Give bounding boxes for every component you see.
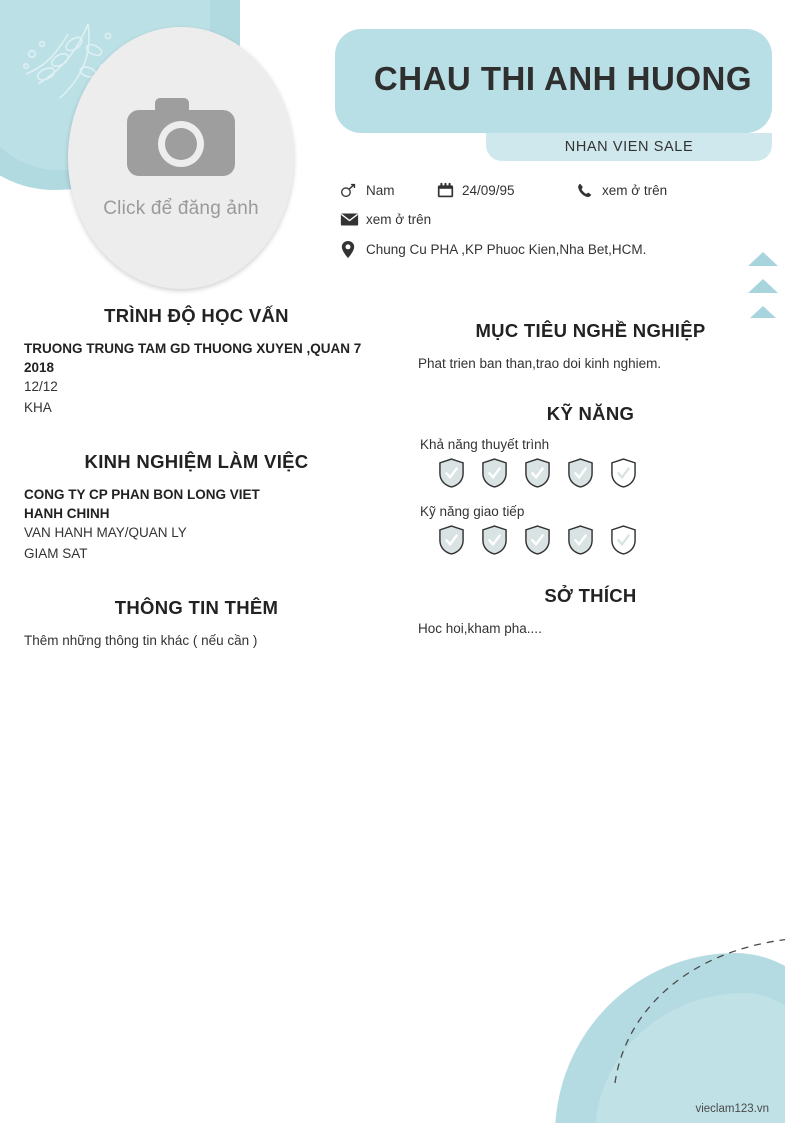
education-school: TRUONG TRUNG TAM GD THUONG XUYEN ,QUAN 7 bbox=[24, 341, 362, 356]
phone-icon bbox=[576, 182, 602, 199]
experience-title: KINH NGHIỆM LÀM VIỆC bbox=[84, 451, 309, 473]
education-year: 2018 bbox=[24, 360, 55, 376]
job-role: NHAN VIEN SALE bbox=[564, 139, 694, 155]
shield-filled-icon[interactable] bbox=[567, 458, 594, 488]
triangle-up-icon[interactable] bbox=[750, 306, 776, 318]
more-info-text: Thêm những thông tin khác ( nếu cần ) bbox=[24, 633, 258, 649]
spacer bbox=[24, 423, 369, 451]
triangle-up-icon[interactable] bbox=[748, 279, 778, 293]
experience-detail-0: VAN HANH MAY/QUAN LY bbox=[24, 525, 187, 541]
skill-item-1 bbox=[418, 504, 763, 555]
skill-rating-1 bbox=[418, 525, 763, 555]
section-move-controls bbox=[746, 252, 780, 318]
spacer bbox=[418, 375, 763, 403]
role-band bbox=[486, 133, 772, 161]
shield-filled-icon[interactable] bbox=[438, 458, 465, 488]
avatar-upload-label: Click để đăng ảnh bbox=[103, 198, 259, 219]
right-column bbox=[418, 320, 763, 640]
shield-filled-icon[interactable] bbox=[524, 458, 551, 488]
contact-email bbox=[340, 212, 431, 227]
contact-phone-value: xem ở trên bbox=[602, 183, 668, 198]
contact-email-value: xem ở trên bbox=[366, 212, 432, 227]
spacer bbox=[418, 571, 763, 585]
gender-icon bbox=[340, 182, 366, 199]
contact-address bbox=[340, 240, 646, 259]
location-pin-icon bbox=[340, 240, 366, 259]
shield-filled-icon[interactable] bbox=[524, 525, 551, 555]
contact-dob-value: 24/09/95 bbox=[462, 183, 515, 198]
contact-info bbox=[340, 182, 770, 272]
envelope-icon bbox=[340, 212, 366, 227]
contact-phone bbox=[576, 182, 667, 199]
shield-filled-icon[interactable] bbox=[567, 525, 594, 555]
shield-empty-icon[interactable] bbox=[610, 525, 637, 555]
dashed-arc-decoration-icon bbox=[605, 933, 785, 1083]
camera-icon bbox=[121, 88, 241, 184]
experience-company: CONG TY CP PHAN BON LONG VIET bbox=[24, 487, 260, 503]
shield-empty-icon[interactable] bbox=[610, 458, 637, 488]
watermark: vieclam123.vn bbox=[695, 1103, 769, 1115]
objective-title: MỤC TIÊU NGHỀ NGHIỆP bbox=[475, 320, 706, 341]
contact-row-3 bbox=[340, 240, 770, 259]
education-detail-1: KHA bbox=[24, 400, 52, 416]
shield-filled-icon[interactable] bbox=[481, 525, 508, 555]
experience-position: HANH CHINH bbox=[24, 506, 110, 522]
objective-text: Phat trien ban than,trao doi kinh nghiem. bbox=[418, 356, 662, 371]
skill-name-0: Khả năng thuyết trình bbox=[420, 436, 550, 452]
skill-name-1: Kỹ năng giao tiếp bbox=[420, 503, 525, 519]
education-detail-0: 12/12 bbox=[24, 379, 58, 395]
education-title: TRÌNH ĐỘ HỌC VẤN bbox=[104, 305, 289, 326]
shield-filled-icon[interactable] bbox=[481, 458, 508, 488]
skill-item-0 bbox=[418, 437, 763, 488]
left-column bbox=[24, 305, 369, 652]
contact-row-2 bbox=[340, 212, 770, 227]
contact-dob bbox=[436, 182, 576, 199]
skills-title: KỸ NĂNG bbox=[546, 402, 635, 424]
shield-filled-icon[interactable] bbox=[438, 525, 465, 555]
interests-title: SỞ THÍCH bbox=[544, 584, 637, 606]
name-band bbox=[335, 29, 772, 133]
triangle-up-icon[interactable] bbox=[748, 252, 778, 266]
avatar-upload[interactable] bbox=[68, 27, 294, 289]
education-entry bbox=[24, 339, 369, 419]
page-title: CHAU THI ANH HUONG bbox=[373, 60, 752, 98]
interests-text: Hoc hoi,kham pha.... bbox=[418, 620, 542, 636]
contact-gender-value: Nam bbox=[366, 183, 395, 198]
spacer bbox=[24, 569, 369, 597]
contact-address-value: Chung Cu PHA ,KP Phuoc Kien,Nha Bet,HCM. bbox=[366, 242, 647, 257]
experience-detail-1: GIAM SAT bbox=[24, 546, 88, 562]
contact-row-1 bbox=[340, 182, 770, 199]
calendar-icon bbox=[436, 182, 462, 199]
more-info-title: THÔNG TIN THÊM bbox=[114, 597, 279, 619]
experience-entry bbox=[24, 485, 369, 565]
contact-gender bbox=[340, 182, 436, 199]
skill-rating-0 bbox=[418, 458, 763, 488]
